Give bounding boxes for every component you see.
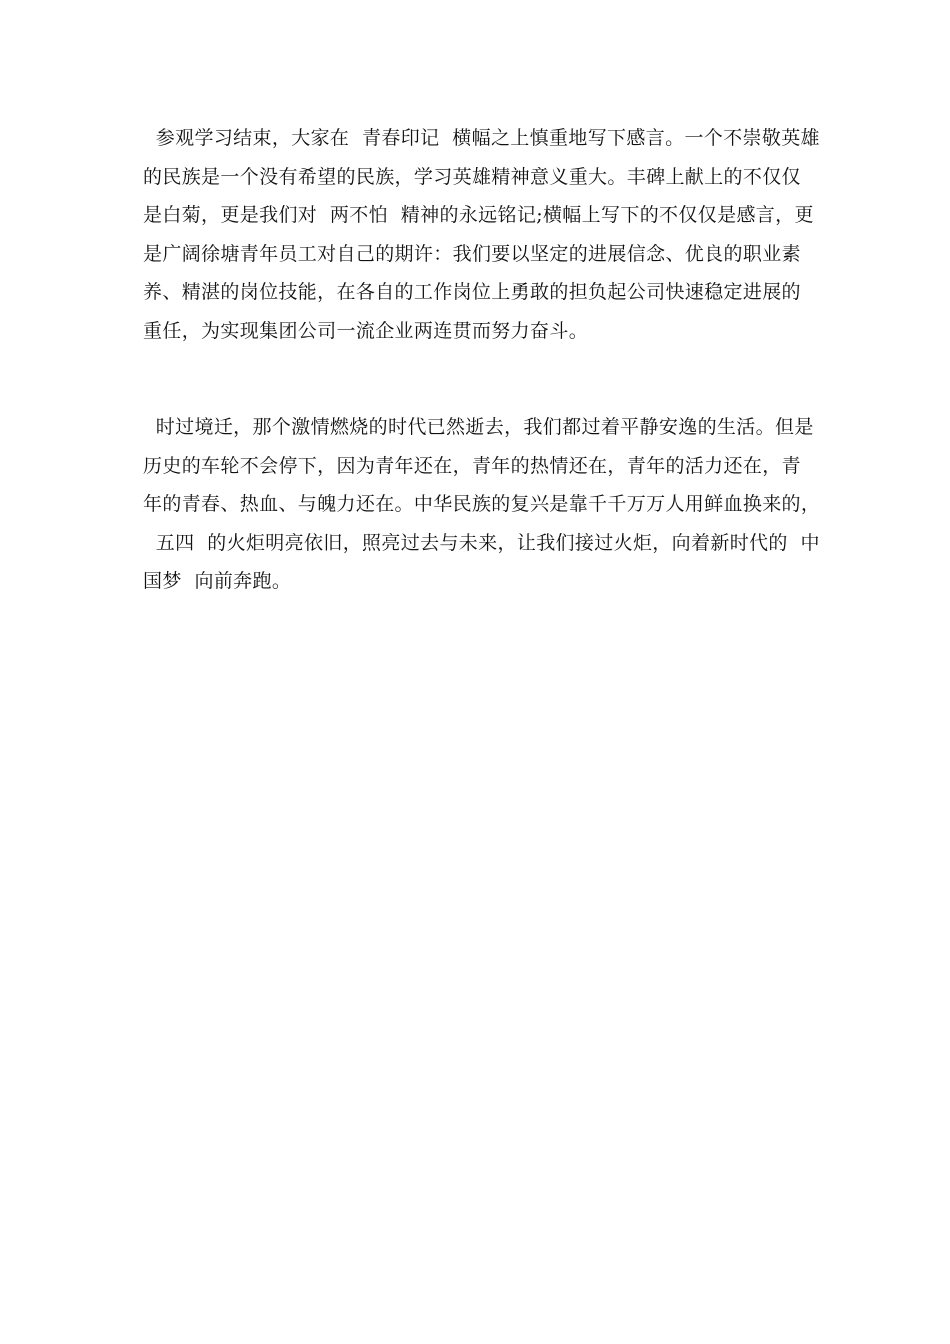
text-line: 历史的车轮不会停下，因为青年还在，青年的热情还在，青年的活力还在，青 bbox=[143, 454, 801, 477]
text-line: 是广阔徐塘青年员工对自己的期许：我们要以坚定的进展信念、优良的职业素 bbox=[143, 242, 801, 265]
text-line: 养、精湛的岗位技能，在各自的工作岗位上勇敢的担负起公司快速稳定进展的 bbox=[143, 281, 801, 304]
text-line: 是白菊，更是我们对 两不怕 精神的永远铭记;横幅上写下的不仅仅是感言，更 bbox=[143, 204, 814, 227]
paragraph-visit-reflection bbox=[143, 119, 820, 351]
text-line: 五四 的火炬明亮依旧，照亮过去与未来，让我们接过火炬，向着新时代的 中 bbox=[143, 531, 820, 554]
text-line: 年的青春、热血、与魄力还在。中华民族的复兴是靠千千万万人用鲜血换来的， bbox=[143, 493, 821, 516]
text-line: 重任，为实现集团公司一流企业两连贯而努力奋斗。 bbox=[143, 319, 589, 342]
text-line: 时过境迁，那个激情燃烧的时代已然逝去，我们都过着平静安逸的生活。但是 bbox=[143, 416, 814, 438]
paragraph-youth-spirit bbox=[143, 408, 821, 601]
text-line: 国梦 向前奔跑。 bbox=[143, 570, 292, 593]
text-line: 的民族是一个没有希望的民族，学习英雄精神意义重大。丰碑上献上的不仅仅 bbox=[143, 165, 801, 188]
text-line: 参观学习结束，大家在 青春印记 横幅之上慎重地写下感言。一个不崇敬英雄 bbox=[143, 127, 820, 149]
